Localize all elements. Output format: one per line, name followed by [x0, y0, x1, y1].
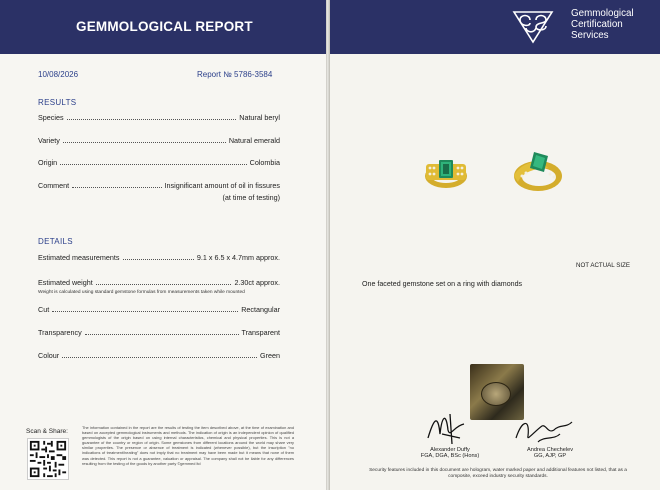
scan-share-label: Scan & Share:: [26, 428, 68, 435]
result-label: Variety: [38, 136, 60, 145]
signer-credentials: GG, AJP, GP: [533, 453, 567, 459]
dot-leader: [52, 311, 238, 312]
detail-label: Estimated weight: [38, 278, 93, 287]
dot-leader: [123, 259, 194, 260]
details-heading: DETAILS: [38, 237, 73, 246]
report-number: Report № 5786-3584: [197, 70, 273, 79]
detail-row-weight: [38, 278, 280, 287]
signer-chechelev: [508, 447, 592, 459]
hologram-seal-icon: [481, 382, 511, 406]
item-description: One faceted gemstone set on a ring with diamonds: [362, 280, 523, 288]
ring-front-image: [422, 150, 470, 194]
signature-chechelev: [510, 412, 580, 448]
report-date: 10/08/2026: [38, 70, 79, 79]
qr-code-icon[interactable]: [27, 438, 69, 480]
report-left-page: [0, 0, 326, 490]
detail-value: 2.30ct approx.: [234, 278, 280, 287]
detail-row-transparency: [38, 328, 280, 337]
detail-row-cut: [38, 305, 280, 314]
result-row-comment: [38, 181, 280, 190]
result-value: Natural beryl: [239, 113, 280, 122]
report-right-page: [330, 0, 660, 490]
dot-leader: [67, 119, 237, 120]
brand-line: Gemmological: [571, 8, 634, 19]
signer-name: Alexander Duffy: [430, 447, 470, 453]
detail-value: Green: [260, 351, 280, 360]
weight-note: Weight is calculated using standard gemstone formulas from measurements taken while mounted: [38, 290, 245, 295]
brand-line: Services: [571, 30, 609, 41]
security-features-note: Security features included in this document are hologram, water marked paper and additional features not listed, that as a composite, exceed industry security standards.: [369, 468, 627, 479]
dot-leader: [72, 187, 161, 188]
gcs-logo-icon: [510, 6, 556, 46]
not-actual-size-label: NOT ACTUAL SIZE: [576, 262, 630, 269]
result-row-species: [38, 113, 280, 122]
result-row-variety: [38, 136, 280, 145]
results-heading: RESULTS: [38, 98, 77, 107]
signer-credentials: FGA, DGA, BSc (Hons): [420, 453, 480, 459]
detail-label: Cut: [38, 305, 50, 314]
dot-leader: [63, 142, 226, 143]
header-band: [0, 0, 326, 54]
detail-value: 9.1 x 6.5 x 4.7mm approx.: [196, 253, 280, 262]
result-row-origin: [38, 158, 280, 167]
signer-duffy: [408, 447, 492, 459]
result-label: Origin: [38, 158, 58, 167]
result-label: Species: [38, 113, 64, 122]
comment-continuation: (at time of testing): [222, 193, 280, 202]
brand-line: Certification: [571, 19, 623, 30]
disclaimer-text: The information contained in the report are the results of testing the item described above, at the time of examination and based on accepted gemmological instruments and methods. The indication of origin is an independent opinion of qualified gemmologists of the origin based on using internal characteristics, chemical and physical properties. This is not a guarantee of the country or region of origin. Some gemstones from different locations around the world may share very similar properties. The presence or absence of treatment is indicated (whenever possible), but the inscription "no indications of treatment/heating" does not imply that no treatment may have been made but it means that none of them was detected. This report is not a guarantee, valuation or appraisal. The company shall not be liable for any differences resulting from the testing of the goods by another party ©gemmed ltd: [82, 425, 294, 466]
dot-leader: [85, 334, 239, 335]
detail-label: Colour: [38, 351, 60, 360]
detail-row-colour: [38, 351, 280, 360]
result-label: Comment: [38, 181, 70, 190]
result-value: Colombia: [249, 158, 280, 167]
detail-label: Transparency: [38, 328, 82, 337]
detail-row-measurements: [38, 253, 280, 262]
brand-name: [571, 8, 634, 41]
signer-name: Andrea Chechelev: [526, 447, 574, 453]
result-value: Natural emerald: [228, 136, 280, 145]
detail-value: Transparent: [241, 328, 280, 337]
dot-leader: [62, 357, 257, 358]
ring-side-image: [508, 146, 566, 196]
result-value: Insignificant amount of oil in fissures: [164, 181, 280, 190]
dot-leader: [60, 164, 246, 165]
dot-leader: [96, 284, 232, 285]
signature-duffy: [420, 408, 480, 448]
detail-value: Rectangular: [241, 305, 280, 314]
detail-label: Estimated measurements: [38, 253, 120, 262]
report-title: GEMMOLOGICAL REPORT: [76, 19, 253, 34]
